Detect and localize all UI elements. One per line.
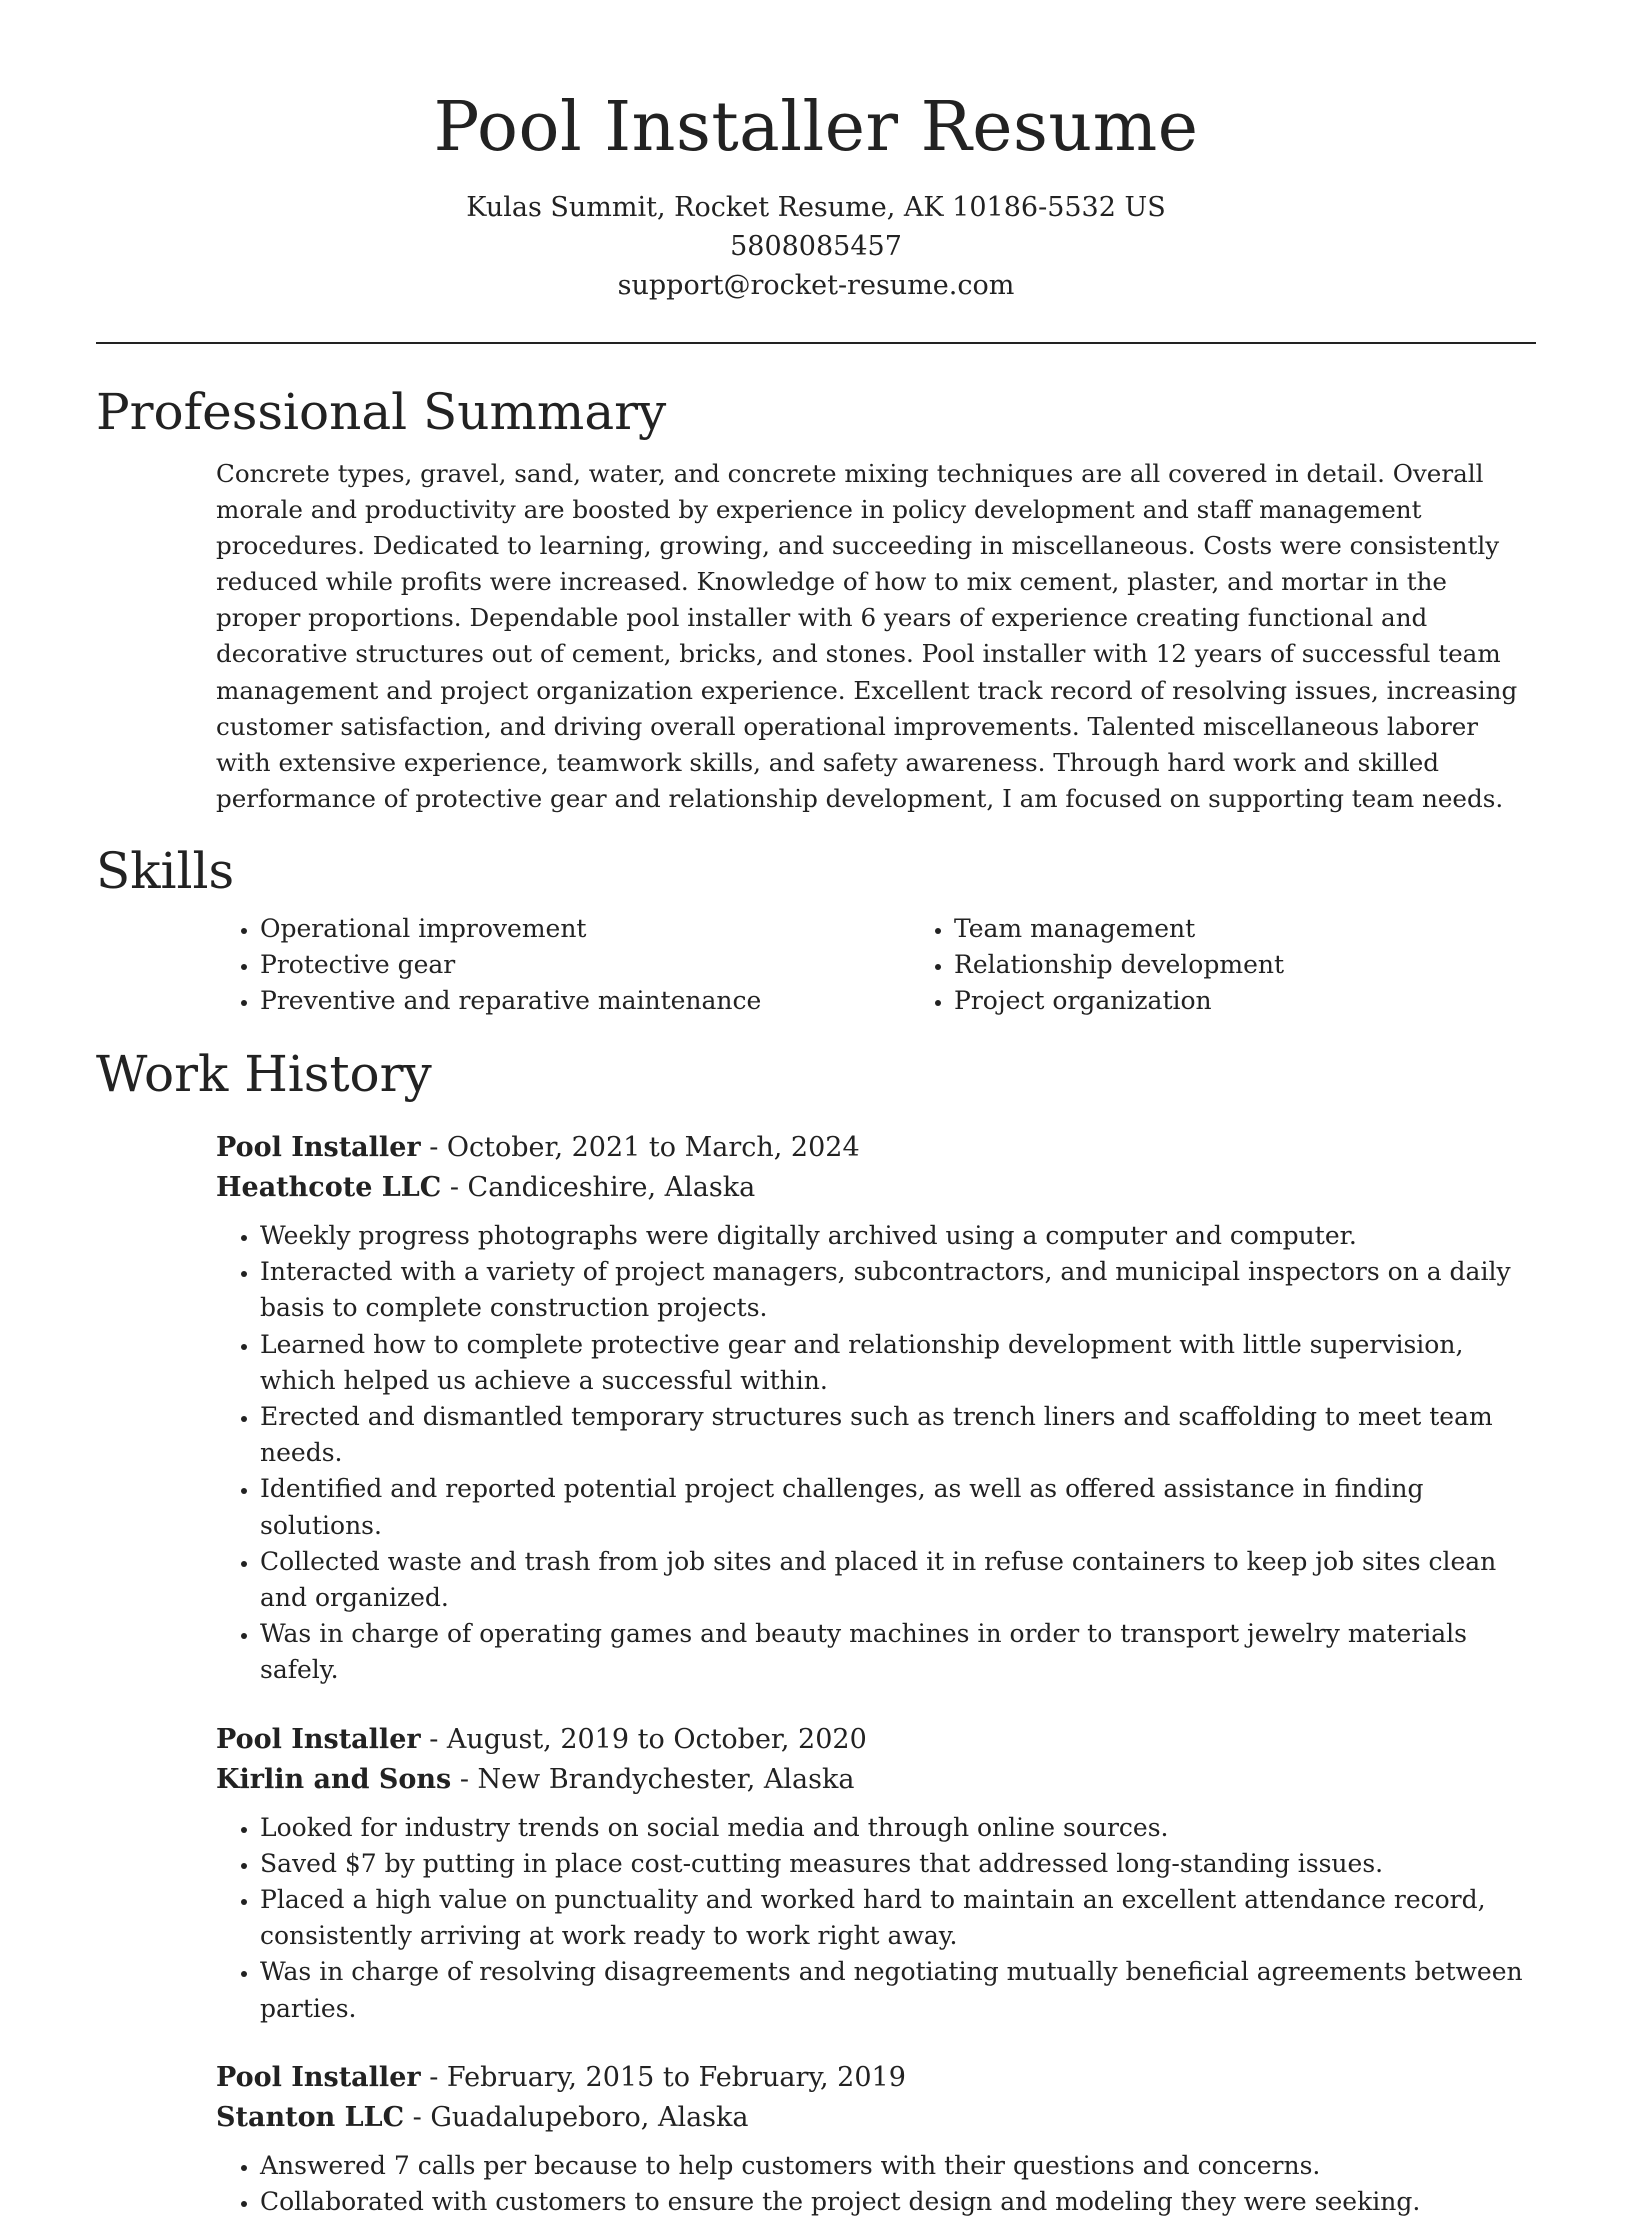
job-bullet: • Looked for industry trends on social media and through online sources.: [260, 1810, 1536, 1846]
job-bullets: [216, 1810, 1536, 2027]
job-bullet: • Collected waste and trash from job sites and placed it in refuse containers to keep job sites clean and organized.: [260, 1544, 1536, 1616]
skill-item: • Operational improvement: [260, 911, 910, 947]
section-title-skills: Skills: [96, 841, 235, 900]
skill-item: • Preventive and reparative maintenance: [260, 983, 910, 1019]
job-bullet: • Saved $7 by putting in place cost-cutting measures that addressed long-standing issues.: [260, 1846, 1536, 1882]
job-company-line: [216, 1168, 1536, 1208]
job-company-line: [216, 2098, 1536, 2138]
job-bullet: • Was in charge of operating games and beauty machines in order to transport jewelry materials safely.: [260, 1616, 1536, 1688]
page-title: Pool Installer Resume: [433, 88, 1199, 167]
job-bullets: [216, 2148, 1536, 2220]
job-entry: [216, 1128, 1536, 1689]
skills-column-right: [910, 911, 1284, 1019]
job-bullet: • Answered 7 calls per because to help customers with their questions and concerns.: [260, 2148, 1536, 2184]
job-bullet: • Erected and dismantled temporary structures such as trench liners and scaffolding to meet team needs.: [260, 1399, 1536, 1471]
skills-column-left: [216, 911, 910, 1019]
skill-item: • Relationship development: [954, 947, 1284, 983]
job-location: - Candiceshire, Alaska: [441, 1171, 756, 1203]
skill-item: • Protective gear: [260, 947, 910, 983]
job-title-line: [216, 1720, 1536, 1760]
job-company: Stanton LLC: [216, 2101, 405, 2133]
job-location: - Guadalupeboro, Alaska: [404, 2101, 749, 2133]
section-title-work-history: Work History: [96, 1044, 432, 1103]
job-role: Pool Installer: [216, 2061, 421, 2093]
contact-address: Kulas Summit, Rocket Resume, AK 10186-5532 US: [466, 192, 1166, 223]
job-entry: [216, 2058, 1536, 2220]
job-company: Kirlin and Sons: [216, 1763, 452, 1795]
job-bullet: • Identified and reported potential project challenges, as well as offered assistance in finding solutions.: [260, 1471, 1536, 1543]
job-bullet: • Learned how to complete protective gear and relationship development with little supervision, which helped us achieve a successful within.: [260, 1327, 1536, 1399]
job-bullet: • Collaborated with customers to ensure the project design and modeling they were seeking.: [260, 2184, 1536, 2220]
job-dates: - October, 2021 to March, 2024: [420, 1131, 860, 1163]
job-company-line: [216, 1760, 1536, 1800]
contact-block: [0, 188, 1632, 305]
job-company: Heathcote LLC: [216, 1171, 442, 1203]
job-title-line: [216, 2058, 1536, 2098]
job-location: - New Brandychester, Alaska: [451, 1763, 855, 1795]
job-bullets: [216, 1218, 1536, 1689]
summary-text: Concrete types, gravel, sand, water, and concrete mixing techniques are all covered in detail. Overall morale and productivity are boosted by experience in policy development and staff management procedures. Dedicated to learning, growing, and succeeding in miscellaneous. Costs were consistently reduced while profits were increased. Knowledge of how to mix cement, plaster, and mortar in the proper proportions. Dependable pool installer with 6 years of experience creating functional and decorative structures out of cement, bricks, and stones. Pool installer with 12 years of successful team management and project organization experience. Excellent track record of resolving issues, increasing customer satisfaction, and driving overall operational improvements. Talented miscellaneous laborer with extensive experience, teamwork skills, and safety awareness. Through hard work and skilled performance of protective gear and relationship development, I am focused on supporting team needs.: [216, 459, 1518, 813]
job-bullet: • Interacted with a variety of project managers, subcontractors, and municipal inspectors on a daily basis to complete construction projects.: [260, 1254, 1536, 1326]
job-role: Pool Installer: [216, 1723, 421, 1755]
skills-list: [216, 911, 1536, 1019]
job-dates: - February, 2015 to February, 2019: [420, 2061, 906, 2093]
job-bullet: • Placed a high value on punctuality and worked hard to maintain an excellent attendance record, consistently arriving at work ready to work right away.: [260, 1882, 1536, 1954]
resume-header: [0, 0, 1632, 305]
section-title-summary: Professional Summary: [96, 383, 667, 441]
job-entry: [216, 1720, 1536, 2027]
skill-item: • Team management: [954, 911, 1284, 947]
job-dates: - August, 2019 to October, 2020: [420, 1723, 867, 1755]
contact-phone: 5808085457: [730, 231, 902, 262]
contact-email: support@rocket-resume.com: [617, 270, 1015, 301]
job-bullet: • Was in charge of resolving disagreements and negotiating mutually beneficial agreements between parties.: [260, 1954, 1536, 2026]
job-title-line: [216, 1128, 1536, 1168]
header-divider: [96, 342, 1536, 344]
job-role: Pool Installer: [216, 1131, 421, 1163]
job-bullet: • Weekly progress photographs were digitally archived using a computer and computer.: [260, 1218, 1536, 1254]
skill-item: • Project organization: [954, 983, 1284, 1019]
